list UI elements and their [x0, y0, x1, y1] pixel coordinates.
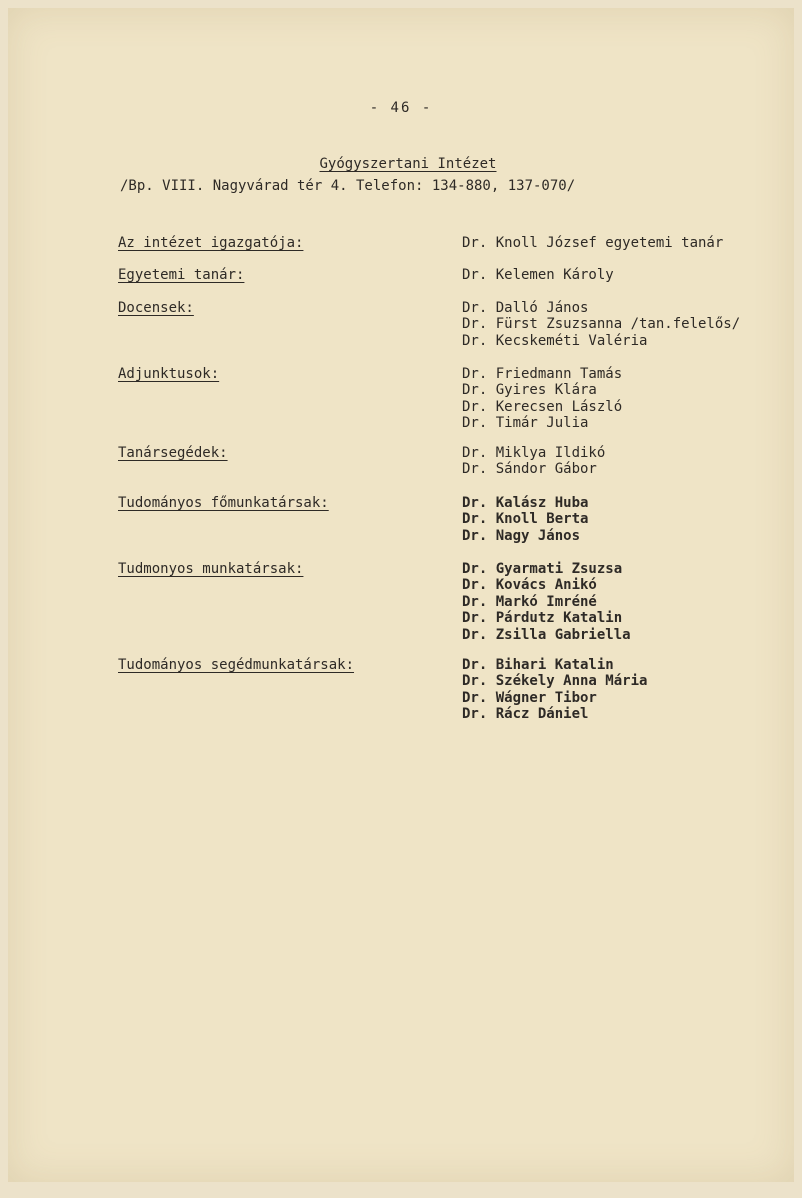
- page-number: - 46 -: [369, 100, 433, 116]
- name-list: [462, 445, 605, 478]
- name-item: Dr. Rácz Dániel: [462, 706, 589, 723]
- name-item: Dr. Dalló János: [462, 300, 589, 316]
- name-item: Dr. Friedmann Tamás: [462, 366, 623, 382]
- name-item: Dr. Zsilla Gabriella: [462, 626, 631, 643]
- section-label: Tudományos segédmunkatársak:: [118, 657, 355, 673]
- section-label: Az intézet igazgatója:: [118, 235, 304, 251]
- name-item: Dr. Gyires Klára: [462, 382, 597, 399]
- name-item: Dr. Miklya Ildikó: [462, 445, 606, 461]
- name-item: Dr. Bihari Katalin: [462, 657, 614, 673]
- name-item: Dr. Knoll József egyetemi tanár: [462, 235, 724, 251]
- institute-title: [8, 156, 802, 172]
- name-item: Dr. Kovács Anikó: [462, 577, 597, 594]
- name-item: Dr. Knoll Berta: [462, 511, 589, 528]
- name-item: Dr. Wágner Tibor: [462, 689, 597, 706]
- section-label: Docensek:: [118, 300, 194, 316]
- name-list: [462, 366, 622, 432]
- name-item: Dr. Kecskeméti Valéria: [462, 332, 648, 349]
- name-item: Dr. Timár Julia: [462, 415, 589, 432]
- section-label: Tudmonyos munkatársak:: [118, 561, 304, 577]
- name-item: Dr. Fürst Zsuzsanna /tan.felelős/: [462, 316, 741, 333]
- name-item: Dr. Kalász Huba: [462, 495, 589, 511]
- name-list: [462, 235, 723, 251]
- name-item: Dr. Nagy János: [462, 527, 581, 544]
- name-list: [462, 561, 631, 643]
- name-item: Dr. Kelemen Károly: [462, 267, 614, 283]
- document-page: [8, 8, 794, 1182]
- section-label: Tanársegédek:: [118, 445, 228, 461]
- name-list: [462, 300, 740, 349]
- name-item: Dr. Markó Imréné: [462, 593, 597, 610]
- institute-address: /Bp. VIII. Nagyvárad tér 4. Telefon: 134-880, 137-070/: [120, 178, 576, 194]
- name-list: [462, 495, 588, 544]
- name-item: Dr. Párdutz Katalin: [462, 610, 623, 627]
- name-item: Dr. Kerecsen László: [462, 398, 623, 415]
- name-list: [462, 657, 647, 723]
- name-list: [462, 267, 614, 283]
- name-item: Dr. Székely Anna Mária: [462, 673, 648, 690]
- name-item: Dr. Sándor Gábor: [462, 461, 597, 478]
- name-item: Dr. Gyarmati Zsuzsa: [462, 561, 623, 577]
- section-label: Tudományos főmunkatársak:: [118, 495, 329, 511]
- section-label: Egyetemi tanár:: [118, 267, 245, 283]
- institute-title-text: Gyógyszertani Intézet: [319, 156, 497, 172]
- section-label: Adjunktusok:: [118, 366, 220, 382]
